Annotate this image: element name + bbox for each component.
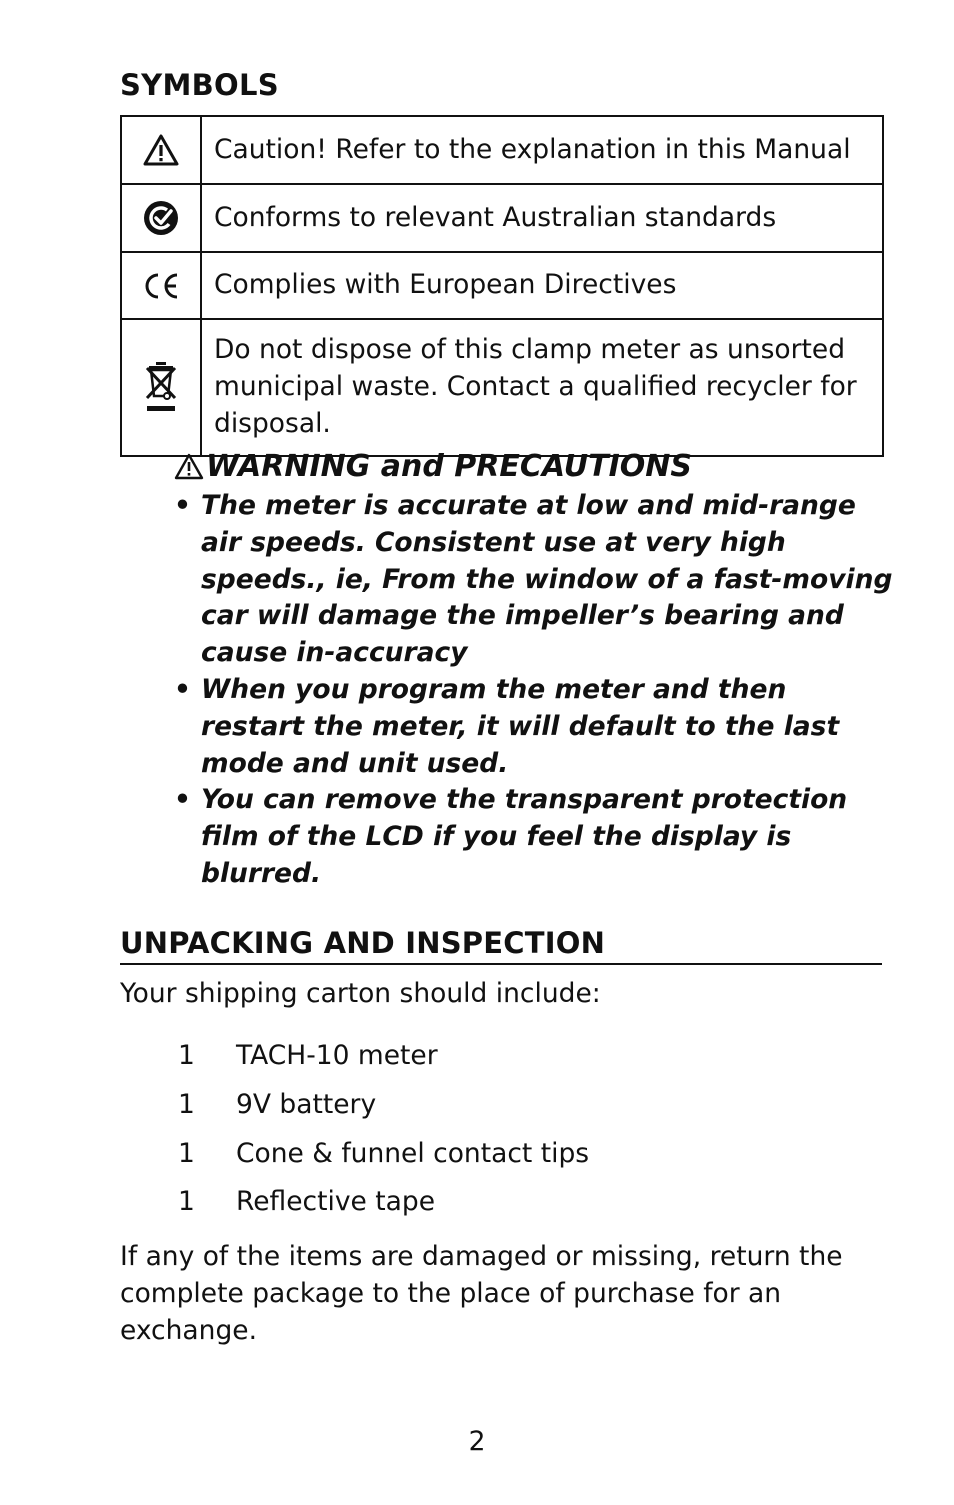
symbol-row xyxy=(121,319,883,456)
bullet: • xyxy=(174,784,191,816)
bullet: • xyxy=(174,490,191,521)
warning-text: You can remove the transparent protection film of the LCD if you feel the display is blurred. xyxy=(201,784,848,889)
list-item xyxy=(178,1089,589,1138)
list-item xyxy=(178,1138,589,1187)
caution-triangle-icon xyxy=(174,453,204,480)
item-name: Cone & funnel contact tips xyxy=(236,1137,590,1169)
symbols-heading: SYMBOLS xyxy=(120,68,279,102)
c-tick-mark-icon xyxy=(143,200,179,236)
symbol-description: Caution! Refer to the explanation in this Manual xyxy=(201,116,883,184)
symbol-description: Do not dispose of this clamp meter as unsorted municipal waste. Contact a qualified recycler for disposal. xyxy=(201,319,883,456)
caution-triangle-icon xyxy=(143,134,179,166)
package-contents-list xyxy=(178,1040,589,1235)
warning-section xyxy=(174,446,894,893)
unpacking-note: If any of the items are damaged or missing, return the complete package to the place of purchase for an exchange. xyxy=(120,1241,843,1346)
warning-list xyxy=(174,488,894,893)
weee-crossed-bin-icon xyxy=(145,360,177,416)
item-name: 9V battery xyxy=(236,1088,377,1120)
symbol-row xyxy=(121,184,883,252)
list-item xyxy=(178,1186,589,1235)
symbol-description: Complies with European Directives xyxy=(201,252,883,319)
symbol-row xyxy=(121,252,883,319)
warning-text: The meter is accurate at low and mid-range air speeds. Consistent use at very high speeds., ie, From the window of a fast-moving car will damage the impeller’s bearing and cause in-accuracy xyxy=(201,490,893,669)
item-name: Reflective tape xyxy=(236,1186,436,1218)
unpacking-intro: Your shipping carton should include: xyxy=(120,978,601,1009)
ce-mark-icon xyxy=(142,272,180,300)
unpacking-heading: UNPACKING AND INSPECTION xyxy=(120,926,882,965)
item-quantity: 1 xyxy=(178,1186,195,1218)
list-item xyxy=(174,488,894,672)
bullet: • xyxy=(174,673,191,705)
symbol-row xyxy=(121,116,883,184)
page-number: 2 xyxy=(468,1426,486,1457)
warning-text: When you program the meter and then restart the meter, it will default to the last mode and unit used. xyxy=(201,673,840,779)
item-quantity: 1 xyxy=(178,1137,195,1169)
warning-title-text: WARNING and PRECAUTIONS xyxy=(206,448,692,484)
list-item xyxy=(178,1040,589,1089)
item-name: TACH-10 meter xyxy=(236,1040,438,1071)
warning-title xyxy=(174,446,894,486)
list-item xyxy=(174,782,894,892)
symbol-description: Conforms to relevant Australian standards xyxy=(201,184,883,252)
symbols-table xyxy=(120,115,884,457)
list-item xyxy=(174,672,894,782)
item-quantity: 1 xyxy=(178,1088,195,1120)
item-quantity: 1 xyxy=(178,1040,195,1071)
